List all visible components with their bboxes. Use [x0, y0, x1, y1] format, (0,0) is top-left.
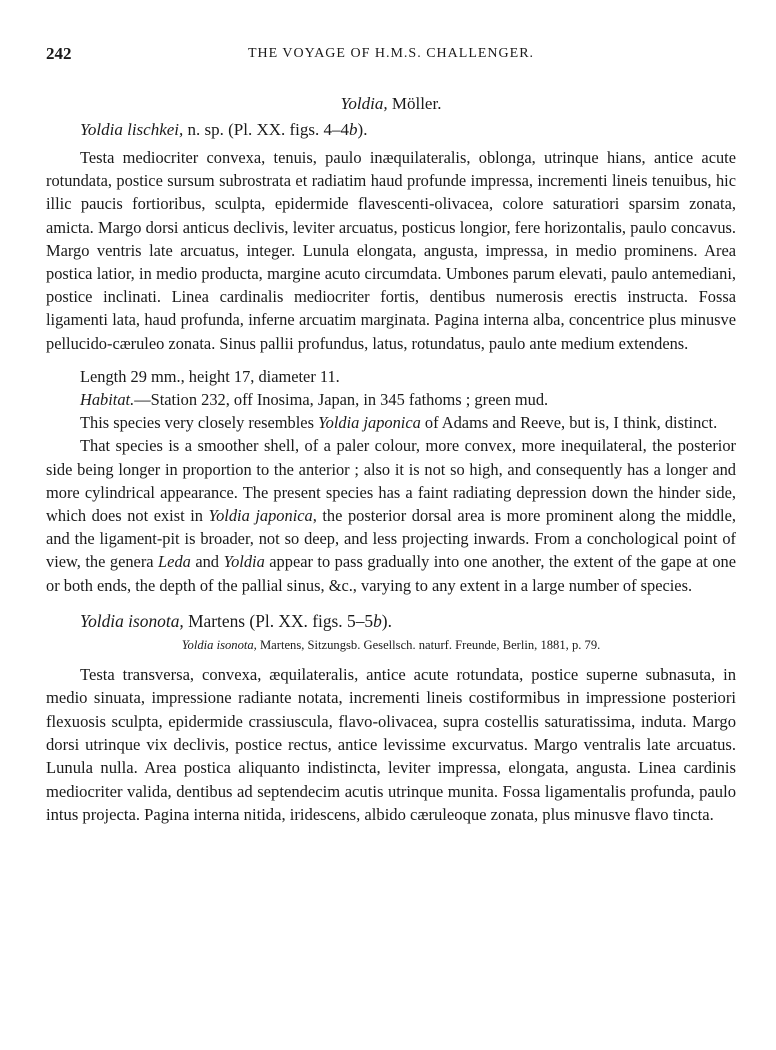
species2-plate-ref: Martens (Pl. XX. figs. 5–5 [183, 610, 374, 631]
species2-plate-close: ). [381, 610, 392, 631]
genus-heading [46, 94, 736, 114]
remark2-text-a: That species is a smoother shell, of a paler colour, more convex, more inequilateral, the posterior side being longer in proportion to the anterior ; also it is not so high, and consequently has a longer and more cylindrical appearance. The present species has a faint radiating depression down the hinder side, which does not exist in [46, 436, 736, 526]
latin-description-lischkei: Testa mediocriter convexa, tenuis, paulo inæquilateralis, oblonga, utrinque hians, antice acute rotundata, postice sursum subrostrata et radiatim haud profunde impressa, incrementi lineis tenuibus, hic illic paucis fortioribus, sculpta, epidermide flavescenti-olivacea, colore saturatiori sparsim zonata, amicta. Margo dorsi anticus declivis, leviter arcuatus, posticus longior, fere horizontalis, paulo concavus. Margo ventris late arcuatus, integer. Lunula elongata, angusta, impressa, in medio prominens. Area postica latior, in medio producta, margine acuto circumdata. Umbones parum elevati, paulo antemediani, postice inclinati. Linea cardinalis mediocriter fortis, dentibus numerosis erectis instructa. Fossa ligamenti lata, haud profunda, inferne arcuatim marginata. Pagina interna alba, concentrice plus minusve pellucido-cæruleo zonata. Sinus pallii profundus, latus, rotundatus, paulo ante medium extendens. [46, 148, 736, 353]
running-title: THE VOYAGE OF H.M.S. CHALLENGER. [247, 46, 535, 61]
remark1-text-b: of Adams and Reeve, but is, I think, distinct. [420, 413, 718, 433]
genus-author: Möller. [387, 94, 442, 113]
habitat [46, 388, 736, 411]
remark2-text-c: and [190, 552, 224, 572]
species2-name: Yoldia isonota, [80, 610, 184, 631]
reference-text: Martens, Sitzungsb. Gesellsch. naturf. Freunde, Berlin, 1881, p. 79. [256, 637, 601, 652]
remark-paragraph-1 [46, 411, 736, 434]
species2-fig-letter: b [373, 610, 382, 631]
remark2-text-b: , the posterior dorsal area is more prominent along the middle, and the ligament-pit is broader, not so deep, and less projecting inwards. From a conchological point of view, the genera [46, 506, 736, 572]
remark1-italic: Yoldia japonica [318, 413, 421, 433]
species-plate-close: ). [357, 120, 368, 139]
habitat-text: —Station 232, off Inosima, Japan, in 345 fathoms ; green mud. [134, 390, 549, 410]
remark1-text-a: This species very closely resembles [80, 413, 319, 433]
species-heading-isonota [80, 611, 736, 632]
reference-species: Yoldia isonota, [181, 637, 257, 652]
bibliographic-reference [46, 638, 736, 653]
habitat-label: Habitat. [80, 390, 135, 410]
remark2-italic-b: Leda [158, 552, 191, 572]
page-number: 242 [46, 44, 72, 63]
remark2-italic-a: Yoldia japonica [208, 506, 313, 526]
page-header [46, 44, 736, 68]
remark2-text-d: appear to pass gradually into one another, the extent of the gape at one or both ends, the depth of the pallial sinus, &c., varying to any extent in a large number of species. [46, 552, 737, 595]
genus-name: Yoldia, [340, 94, 388, 113]
remark-paragraph-2 [46, 434, 736, 596]
remark2-italic-c: Yoldia [223, 552, 265, 572]
species-fig-letter: b [349, 120, 358, 139]
latin-description-isonota: Testa transversa, convexa, æquilateralis, antice acute rotundata, postice superne subnasuta, in medio sinuata, impressione radiante notata, incrementi lineis costiformibus in impressione posteriori flexuosis sculpta, epidermide crassiuscula, flavo-olivacea, supra costellis saturatissima, induta. Margo dorsi utrinque vix declivis, postice rectus, antice levissime excurvatus. Margo ventralis late arcuatus. Lunula nulla. Area postica aliquanto indistincta, leviter impressa, elongata, angusta. Linea cardinis mediocriter valida, dentibus ad septendecim acutis utrinque munita. Fossa ligamentalis profunda, paulo intus projecta. Pagina interna nitida, iridescens, albido cæruleoque zonata, plus minusve flavo tincta. [46, 664, 736, 825]
measurements: Length 29 mm., height 17, diameter 11. [80, 366, 340, 386]
species-name: Yoldia lischkei, [80, 120, 184, 139]
species-heading-lischkei [80, 120, 736, 140]
page-body [46, 94, 736, 827]
species-plate-ref: n. sp. (Pl. XX. figs. 4–4 [183, 120, 350, 139]
